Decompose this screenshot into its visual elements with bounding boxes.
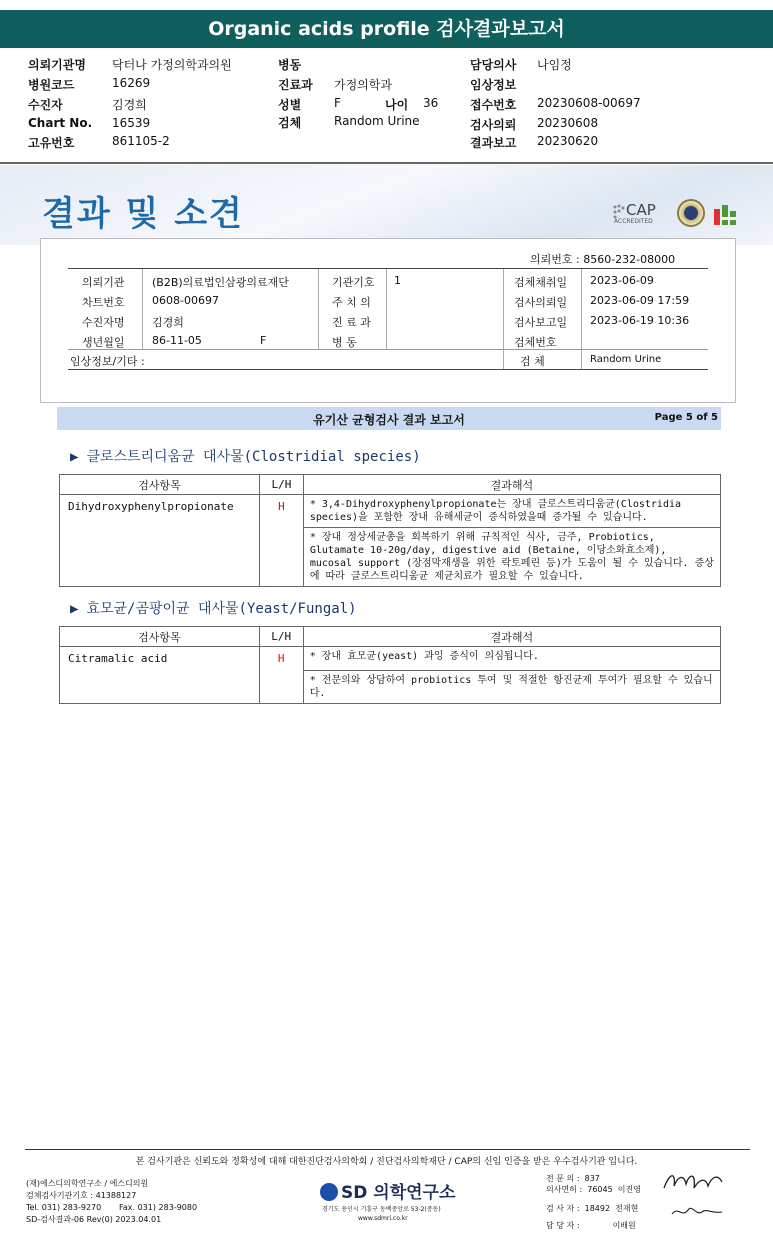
req-label: 검체번호	[514, 336, 557, 349]
doctor-value: 나임정	[537, 58, 572, 72]
col-header-item: 검사항목	[60, 475, 260, 495]
table-header-row	[60, 475, 721, 495]
row-divider	[68, 369, 708, 370]
req-label: 생년월일	[82, 336, 125, 349]
req-label: 주 치 의	[332, 296, 371, 309]
sex-value: F	[334, 96, 341, 110]
chart-value: 16539	[112, 116, 151, 130]
row-divider	[68, 349, 708, 350]
col-divider	[318, 269, 319, 349]
row-divider	[68, 268, 708, 269]
footer-org-info	[26, 1178, 197, 1226]
lh-flag: H	[259, 495, 303, 587]
patient-header	[0, 56, 773, 156]
test-item-name: Citramalic acid	[60, 647, 260, 704]
request-label: 검사의뢰	[470, 118, 517, 132]
req-value: Random Urine	[590, 354, 662, 365]
req-label: 검체채취일	[514, 276, 568, 289]
col-header-item: 검사항목	[60, 627, 260, 647]
cap-logo	[612, 201, 670, 227]
age-value: 36	[423, 96, 439, 110]
req-value: 2023-06-19 10:36	[590, 314, 690, 327]
col-divider	[386, 269, 387, 349]
col-header-lh: L/H	[259, 475, 303, 495]
interpretation-text: * 장내 효모균(yeast) 과잉 증식이 의심됩니다.	[303, 647, 720, 671]
req-label: 검사보고일	[514, 316, 568, 329]
telephone: Tel. 031) 283-9270	[26, 1203, 102, 1212]
report-title: Organic acids profile 검사결과보고서	[0, 10, 773, 48]
sd-logo-icon	[320, 1183, 338, 1201]
contact	[26, 1202, 197, 1214]
req-value: 김경희	[152, 316, 184, 329]
clinical-info-label: 임상정보/기타 :	[70, 355, 145, 368]
code-label: 병원코드	[28, 78, 75, 92]
patient-label: 수진자	[28, 98, 63, 112]
chart-label: Chart No.	[28, 116, 93, 130]
code-value: 16269	[112, 76, 151, 90]
req-value: 0608-00697	[152, 294, 219, 307]
req-value: (B2B)의료법인삼광의료재단	[152, 276, 289, 289]
triangle-bullet-icon: ▶	[70, 449, 79, 465]
table-row	[60, 495, 721, 528]
header-divider	[0, 162, 773, 164]
col-divider	[581, 269, 582, 369]
dept-value: 가정의학과	[334, 78, 392, 92]
cap-dots-icon	[612, 203, 626, 219]
col-divider	[142, 269, 143, 349]
report-value: 20230620	[537, 134, 599, 148]
req-label: 기관기호	[332, 276, 375, 289]
footer-address: 경기도 용인시 기흥구 동백중앙로 53-2(중동)	[322, 1206, 441, 1213]
cap-subtext: ACCREDITED	[614, 218, 653, 225]
clinical-label: 임상정보	[470, 78, 517, 92]
tester-signature-icon	[668, 1200, 728, 1224]
req-label: 검 체	[520, 355, 545, 368]
section-heading-clostridial: ▶ 클로스트리디움균 대사물(Clostridial species)	[70, 449, 421, 465]
sd-logo: SD 의학연구소	[320, 1178, 455, 1203]
req-value: F	[260, 334, 267, 347]
specialist-line: 전 문 의 : 837	[546, 1174, 600, 1183]
col-header-interpretation: 결과해석	[303, 627, 720, 647]
accreditation-notice: 본 검사기관은 신뢰도와 정확성에 대해 대한진단검사의학회 / 진단검사의학재단 / CAP의 신임 인증을 받은 우수검사기관 입니다.	[135, 1157, 638, 1167]
specimen-label: 검체	[278, 116, 302, 130]
result-table-clostridial	[59, 474, 721, 587]
req-value: 86-11-05	[152, 334, 202, 347]
request-number-value: 8560-232-08000	[583, 253, 676, 266]
req-label: 수진자명	[82, 316, 125, 329]
col-header-interpretation: 결과해석	[303, 475, 720, 495]
req-label: 의뢰기관	[82, 276, 125, 289]
license-line: 의사면허 : 76045 이진영	[546, 1185, 641, 1194]
section-heading-yeast: ▶ 효모균/곰팡이균 대사물(Yeast/Fungal)	[70, 601, 357, 617]
doctor-label: 담당의사	[470, 58, 517, 72]
receipt-label: 접수번호	[470, 98, 517, 112]
table-row	[60, 647, 721, 671]
dept-label: 진료과	[278, 78, 313, 92]
sex-label: 성별	[278, 98, 302, 112]
age-label: 나이	[385, 98, 409, 112]
cap-text: CAP	[626, 201, 656, 219]
interpretation-text: * 장내 정상세균총을 회복하기 위해 규칙적인 식사, 금주, Probiotics, Glutamate 10-20g/day, digestive aid (Betaine, 이당소화효소제), mucosal support (장점막재생을 위한 락토페린 등)가 도움이 될 수 있습니다. 증상에 따라 클로스트리디움균 제균치료가 필요할 수 있습니다.	[303, 528, 720, 587]
col-divider	[503, 269, 504, 369]
table-header-row	[60, 627, 721, 647]
ward-label: 병동	[278, 58, 302, 72]
document-number: SD-검사결과-06 Rev(0) 2023.04.01	[26, 1215, 162, 1224]
report-label: 결과보고	[470, 136, 517, 150]
tester-line: 검 사 자 : 18492 전재현	[546, 1204, 639, 1213]
banner-title: 결과 및 소견	[42, 194, 244, 234]
specimen-value: Random Urine	[334, 114, 420, 128]
req-label: 진 료 과	[332, 316, 371, 329]
req-value: 1	[394, 274, 401, 287]
req-label: 검사의뢰일	[514, 296, 568, 309]
footer-divider	[25, 1149, 750, 1150]
lh-flag: H	[259, 647, 303, 704]
req-value: 2023-06-09 17:59	[590, 294, 690, 307]
test-item-name: Dihydroxyphenylpropionate	[60, 495, 260, 587]
req-label: 차트번호	[82, 296, 125, 309]
req-value: 2023-06-09	[590, 274, 654, 287]
triangle-bullet-icon: ▶	[70, 601, 79, 617]
patient-value: 김경희	[112, 98, 147, 112]
receipt-value: 20230608-00697	[537, 96, 641, 110]
report-section-bar	[57, 407, 721, 430]
hospital-value: 닥터나 가정의학과의원	[112, 58, 232, 72]
result-table-yeast	[59, 626, 721, 704]
request-number-label: 의뢰번호 : 8560-232-08000	[530, 253, 676, 266]
report-section-title: 유기산 균형검사 결과 보고서	[313, 413, 465, 427]
lab-logo-icon	[712, 201, 738, 227]
request-value: 20230608	[537, 116, 599, 130]
org-code: 검체검사기관기호 : 41388127	[26, 1191, 137, 1200]
req-label: 병 동	[332, 336, 357, 349]
footer-website: www.sdmri.co.kr	[358, 1215, 408, 1222]
org-name: (재)에스디의학연구소 / 에스디의원	[26, 1179, 149, 1188]
unique-value: 861105-2	[112, 134, 170, 148]
interpretation-text: * 전문의와 상담하여 probiotics 투여 및 적절한 항진균제 투여가 필요할 수 있습니다.	[303, 671, 720, 704]
specialist-signature-icon	[660, 1168, 730, 1198]
col-header-lh: L/H	[259, 627, 303, 647]
manager-line: 담 당 자 : 이배원	[546, 1221, 636, 1230]
unique-label: 고유번호	[28, 136, 75, 150]
fax: Fax. 031) 283-9080	[119, 1203, 198, 1212]
page-indicator: Page 5 of 5	[654, 412, 718, 423]
interpretation-text: * 3,4-Dihydroxyphenylpropionate는 장내 클로스트리디움균(Clostridia species)을 포함한 장내 유해세균이 증식하였을때 증가될 수 있습니다.	[303, 495, 720, 528]
accreditation-seal-icon	[677, 199, 705, 227]
hospital-label: 의뢰기관명	[28, 58, 86, 72]
